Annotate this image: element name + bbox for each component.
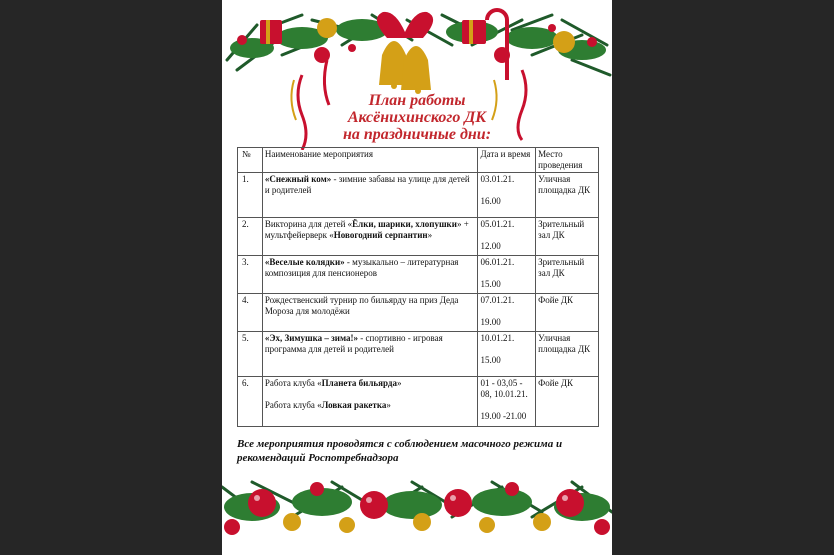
event-place: Уличная площадка ДК <box>536 173 599 218</box>
document-page <box>222 0 612 555</box>
event-place: Уличная площадка ДК <box>536 332 599 377</box>
event-name: Рождественский турнир по бильярду на приз Деда Мороза для молодёжи <box>262 294 478 332</box>
table-row <box>238 332 599 377</box>
footer-note: Все мероприятия проводятся с соблюдением масочного режима и рекомендаций Роспотребнадзора <box>237 438 563 464</box>
title-line: Аксёнихинского ДК <box>347 109 487 126</box>
header-date-time: Дата и время <box>478 148 536 173</box>
event-date-time: 03.01.21. 16.00 <box>478 173 536 218</box>
row-number: 6. <box>238 377 263 427</box>
header-number: № <box>238 148 263 173</box>
table-row <box>238 294 599 332</box>
event-place: Фойе ДК <box>536 294 599 332</box>
row-number: 4. <box>238 294 263 332</box>
event-place: Зрительный зал ДК <box>536 256 599 294</box>
title-line: План работы <box>368 92 466 109</box>
event-name: «Снежный ком» - зимние забавы на улице для детей и родителей <box>262 173 478 218</box>
table-row <box>238 218 599 256</box>
row-number: 1. <box>238 173 263 218</box>
event-date-time: 05.01.21. 12.00 <box>478 218 536 256</box>
event-place: Фойе ДК <box>536 377 599 427</box>
event-date-time: 06.01.21. 15.00 <box>478 256 536 294</box>
table-header-row <box>238 148 599 173</box>
event-name: Викторина для детей «Ёлки, шарики, хлопушки» + мультфейерверк «Новогодний серпантин» <box>262 218 478 256</box>
row-number: 5. <box>238 332 263 377</box>
christmas-garland-bottom <box>222 467 612 555</box>
event-name: «Эх, Зимушка – зима!» - спортивно - игровая программа для детей и родителей <box>262 332 478 377</box>
header-place: Место проведения <box>536 148 599 173</box>
events-table <box>237 147 599 427</box>
page-title <box>322 92 512 143</box>
row-number: 3. <box>238 256 263 294</box>
title-line: на праздничные дни: <box>342 126 492 143</box>
event-place: Зрительный зал ДК <box>536 218 599 256</box>
event-date-time: 10.01.21. 15.00 <box>478 332 536 377</box>
table-row <box>238 377 599 427</box>
event-date-time: 01 - 03,05 - 08, 10.01.21. 19.00 -21.00 <box>478 377 536 427</box>
event-name: Работа клуба «Планета бильярда» Работа клуба «Ловкая ракетка» <box>262 377 478 427</box>
header-event-name: Наименование мероприятия <box>262 148 478 173</box>
event-name: «Веселые колядки» - музыкально – литературная композиция для пенсионеров <box>262 256 478 294</box>
row-number: 2. <box>238 218 263 256</box>
table-row <box>238 173 599 218</box>
event-date-time: 07.01.21. 19.00 <box>478 294 536 332</box>
table-row <box>238 256 599 294</box>
